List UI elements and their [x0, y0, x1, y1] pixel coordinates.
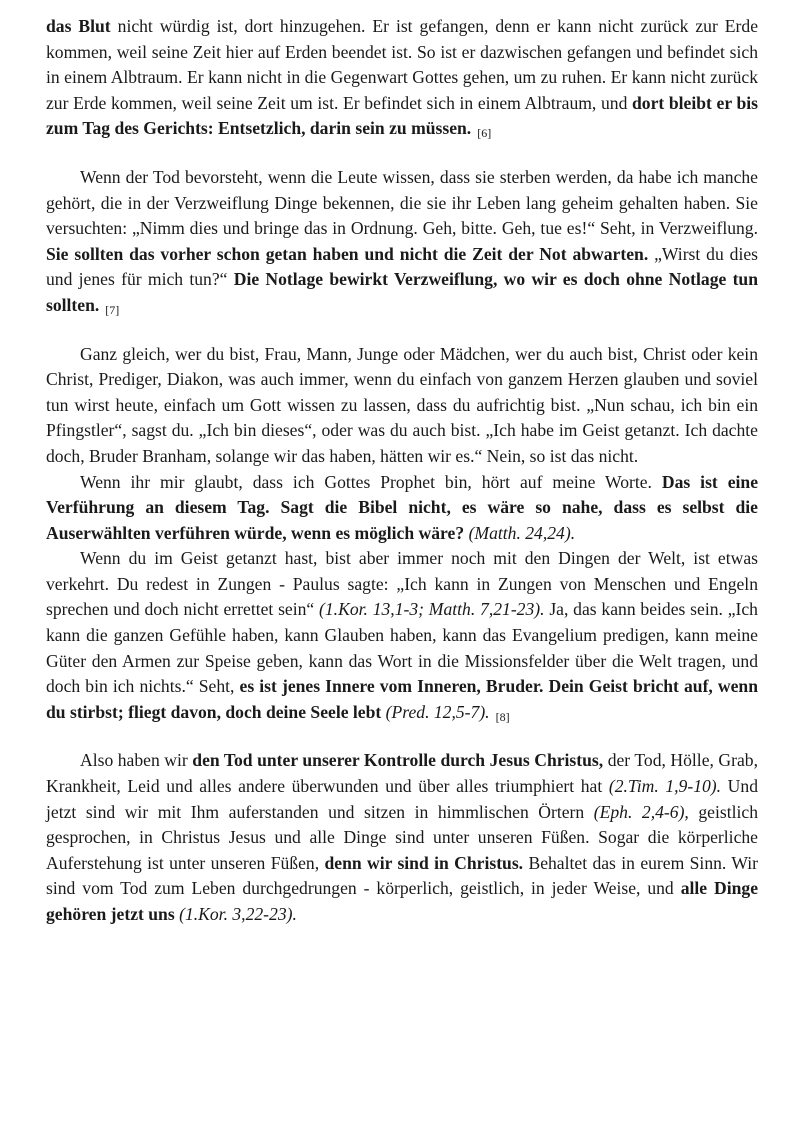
bold-text: dort bleibt er bis zum Tag des Gerichts: Entsetzlich, darin sein zu müssen. [46, 92, 758, 139]
bold-text: den Tod unter unserer Kontrolle durch Jesus Christus, [192, 750, 604, 771]
body-text: Wenn der Tod bevorsteht, wenn die Leute wissen, dass sie sterben werden, da habe ich manche gehört, die in der Verzweiflung Dinge bekennen, die sie ihr Leben lang geheim gehalten haben. Sie versuchten: „Nimm dies und bringe das in Ordnung. Geh, bitte. Geh, tue es!“ Seht, in Verzweiflung. [46, 166, 758, 239]
body-text: Wenn ihr mir glaubt, dass ich Gottes Prophet bin, hört auf meine Worte. [80, 471, 662, 492]
footnote-marker: [8] [495, 709, 510, 724]
bold-text: Das ist eine Verführung an diesem Tag. Sagt die Bibel nicht, es wäre so nahe, dass es selbst die Auserwählten verführen würde, wenn es möglich wäre? [46, 471, 758, 543]
paragraph-2 [46, 165, 758, 324]
footnote-marker: [6] [477, 126, 492, 141]
body-text: Also haben wir [80, 750, 193, 771]
bold-text: das Blut [46, 16, 111, 36]
paragraph-5 [46, 546, 758, 730]
bold-text: denn wir sind in Christus. [324, 852, 524, 873]
bold-text: Die Notlage bewirkt Verzweiflung, wo wir es doch ohne Notlage tun sollten. [46, 269, 759, 315]
scripture-reference: (2.Tim. 1,9-10). [608, 776, 722, 797]
scripture-reference: (Eph. 2,4-6), [593, 801, 689, 822]
paragraph-4 [46, 470, 758, 547]
body-text: „Wirst du dies und jenes für mich tun?“ [46, 243, 758, 290]
body-text: der Tod, Hölle, Grab, Krankheit, Leid und alles andere überwunden und über alles triumphiert hat [46, 750, 758, 797]
scripture-reference: (Pred. 12,5-7). [385, 701, 490, 722]
body-text: nicht würdig ist, dort hinzugehen. Er ist gefangen, denn er kann nicht zurück zur Erde kommen, weil seine Zeit hier auf Erden beendet ist. So ist er dazwischen gefangen und befindet sich in einem Albtraum. Er kann nicht in die Gegenwart Gottes gehen, um zu ruhen. Er kann nicht zurück zur Erde kommen, weil seine Zeit um ist. Er befindet sich in einem Albtraum, und [46, 16, 759, 113]
scripture-reference: (1.Kor. 13,1-3; Matth. 7,21-23). [319, 599, 545, 620]
scripture-reference: (1.Kor. 3,22-23). [179, 904, 297, 924]
body-text: geistlich gesprochen, in Christus Jesus und alle Dinge sind unter unseren Füßen. Sogar die körperliche Auferstehung ist unter unseren Füßen, [46, 801, 758, 873]
paragraph-1 [46, 14, 758, 147]
bold-text: alle Dinge gehören jetzt uns [46, 878, 758, 924]
body-text: Und jetzt sind wir mit Ihm auferstanden und sitzen in himmlischen Örtern [46, 776, 758, 822]
paragraph-6 [46, 748, 758, 927]
paragraph-3 [46, 342, 758, 470]
body-text: Ja, das kann beides sein. „Ich kann die ganzen Gefühle haben, kann Glauben haben, kann das Evangelium predigen, kann meine Güter den Armen zur Speise geben, kann das Wort in die Missionsfelder über die Welt tragen, und doch bin ich nichts.“ Seht, [46, 599, 758, 697]
body-text: Wenn du im Geist getanzt hast, bist aber immer noch mit den Dingen der Welt, ist etwas verkehrt. Du redest in Zungen - Paulus sagte: „Ich kann in Zungen von Menschen und Engeln sprechen und doch nicht errettet sein“ [46, 548, 758, 620]
footnote-marker: [7] [105, 302, 120, 317]
bold-text: Sie sollten das vorher schon getan haben und nicht die Zeit der Not abwarten. [46, 243, 649, 264]
body-text: Ganz gleich, wer du bist, Frau, Mann, Junge oder Mädchen, wer du auch bist, Christ oder kein Christ, Prediger, Diakon, was auch immer, wenn du einfach von ganzem Herzen glauben und soviel tun wirst heute, einfach um Gott wissen zu lassen, dass du aufrichtig bist. „Nun schau, ich bin ein Pfingstler“, sagst du. „Ich bin dieses“, oder was du auch bist. „Ich habe im Geist getanzt. Ich dachte doch, Bruder Branham, solange wir das haben, hätten wir es.“ Nein, so ist das nicht. [46, 343, 758, 466]
bold-text: es ist jenes Innere vom Inneren, Bruder. Dein Geist bricht auf, wenn du stirbst; fliegt davon, doch deine Seele lebt [46, 676, 758, 722]
body-text: Behaltet das in eurem Sinn. Wir sind vom Tod zum Leben durchgedrungen - körperlich, geistlich, in jeder Weise, und [46, 852, 759, 899]
scripture-reference: (Matth. 24,24). [468, 522, 576, 543]
